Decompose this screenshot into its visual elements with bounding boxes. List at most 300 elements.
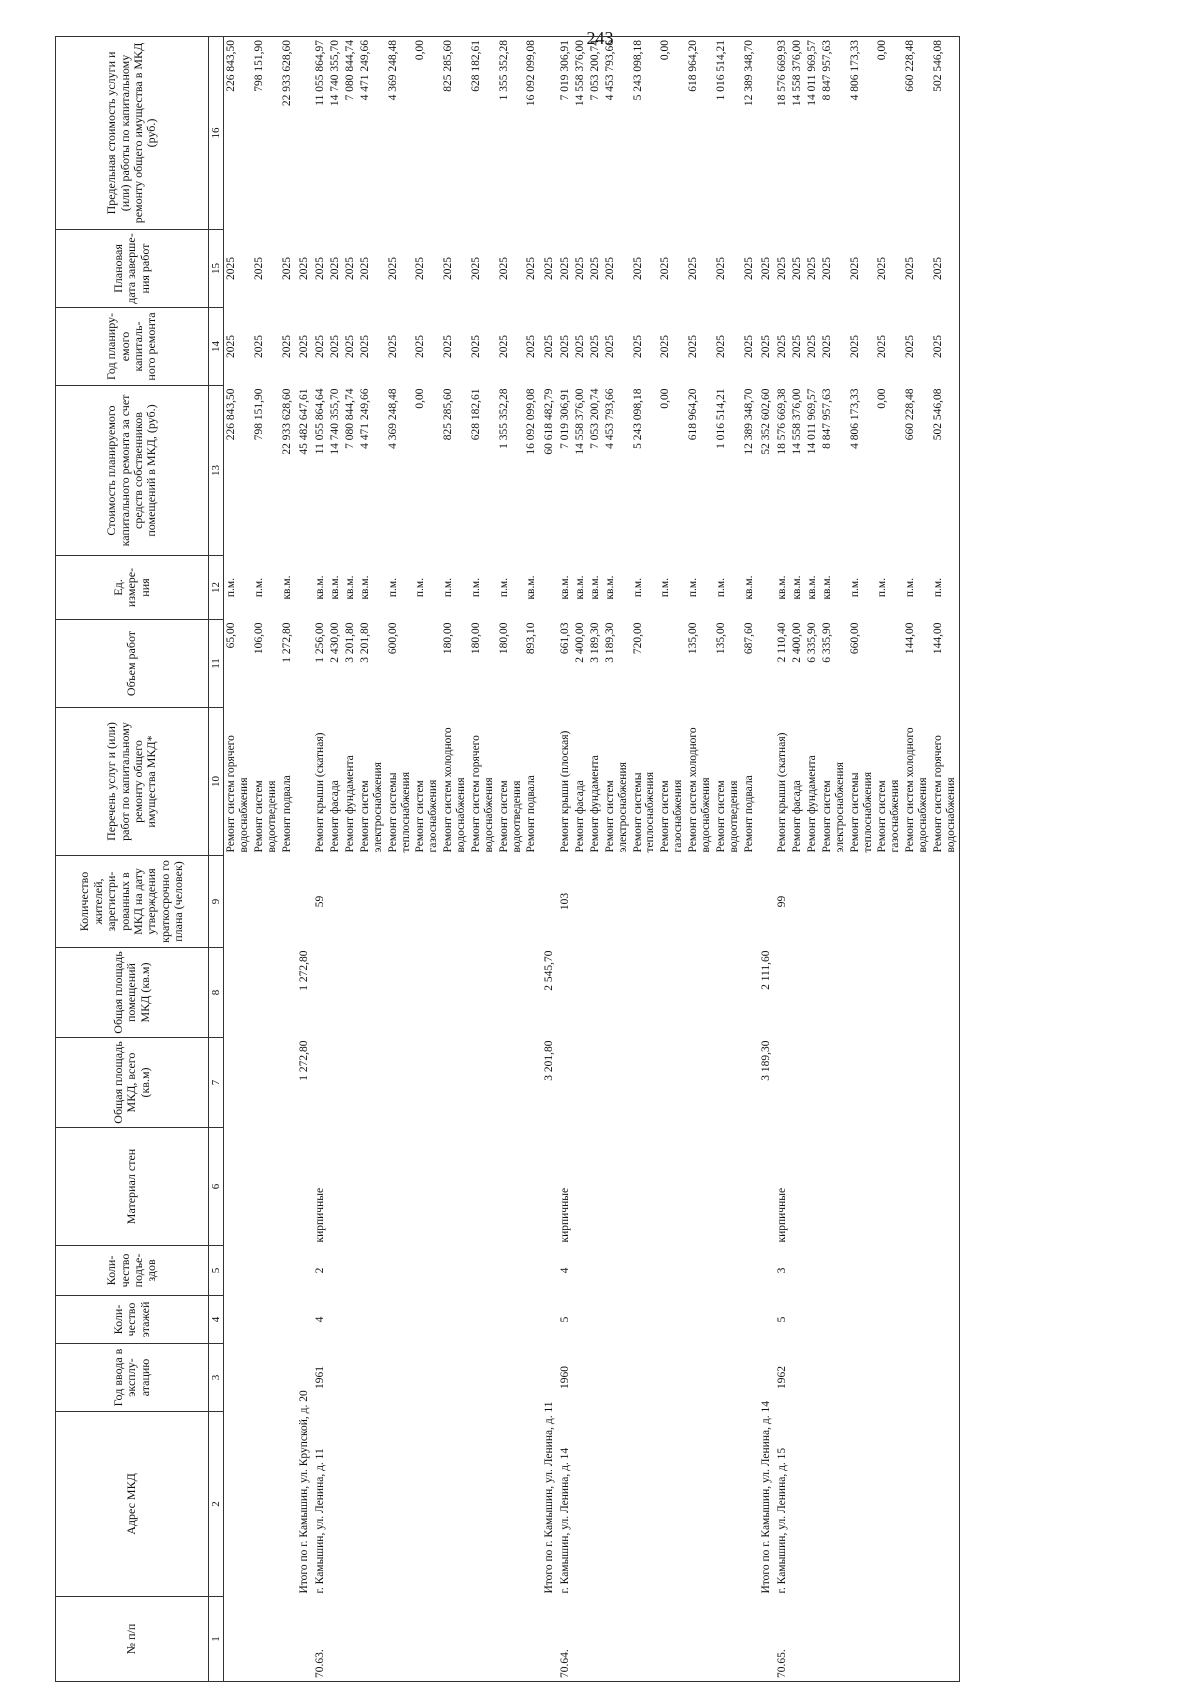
cell-num [603,1597,631,1682]
cell-work: Ремонт фундамента [806,755,818,853]
cell-area-rooms [875,948,903,1038]
cell-entrances [573,1246,588,1296]
cell-work: Ремонт фундамента [588,755,601,853]
cell-address [441,1412,469,1597]
cell-work [756,708,774,856]
column-number-4: 4 [209,1296,224,1344]
cell-residents [294,856,312,948]
cell-year: 2025 [497,335,510,358]
cell-year-built [358,1344,386,1412]
cell-volume: 720,00 [631,622,644,655]
cell-entrances [469,1246,497,1296]
cell-num [573,1597,588,1682]
cell-material [714,1128,742,1246]
cell-address [848,1412,876,1597]
cell-cost: 1 355 352,28 [497,388,510,449]
cell-floors [328,1296,343,1344]
cell-year: 2025 [848,335,861,358]
cell-address [790,1412,805,1597]
cell-area-total [328,1038,343,1128]
cell-work: Ремонт фасада [791,780,804,853]
cell-area-rooms [469,948,497,1038]
cell-area-total [742,1038,757,1128]
cell-year: 2025 [603,335,616,358]
cell-residents [343,856,358,948]
cell-cost: 45 482 647,61 [298,388,311,455]
cell-limit: 4 369 248,48 [386,37,414,230]
cell-year: 2025 [791,335,804,358]
cell-end: 2025 [442,257,455,280]
work-row [441,37,469,1682]
cell-cost: 8 847 957,63 [820,388,833,449]
cell-area-total [524,1038,539,1128]
cell-area-rooms [252,948,280,1038]
cell-floors [469,1296,497,1344]
cell-num [224,1597,252,1682]
cell-material [343,1128,358,1246]
cell-year-built [413,1344,441,1412]
cell-year: 2025 [776,335,789,358]
column-number-2: 2 [209,1412,224,1597]
cell-residents [328,856,343,948]
column-header-6: Материал стен [56,1128,209,1246]
cell-residents [413,856,441,948]
cell-num [931,1597,959,1682]
cell-year: 2025 [543,335,556,358]
cell-num [805,1597,820,1682]
cell-end: 2025 [225,257,237,280]
cell-address: г. Камышин, ул. Ленина, д. 11 [314,1448,327,1594]
cell-material [903,1128,931,1246]
cell-area-total [252,1038,280,1128]
cell-volume [539,620,557,708]
cell-work: Ремонт систем электроснабжения [820,762,846,853]
cell-residents [848,856,876,948]
cell-unit: кв.м. [742,575,755,600]
cell-limit: 11 055 864,97 [312,37,328,230]
cell-area-rooms [742,948,757,1038]
cell-floors [539,1296,557,1344]
cell-material [328,1128,343,1246]
cell-volume: 661,03 [559,622,572,655]
cell-limit: 5 243 098,18 [631,37,659,230]
cell-floors: 5 [559,1316,572,1323]
cell-area-total [631,1038,659,1128]
cell-cost: 18 576 669,38 [776,388,789,455]
cell-area-rooms [790,948,805,1038]
cell-volume: 3 201,80 [358,622,371,663]
cell-cost: 0,00 [659,388,672,409]
column-header-2: Адрес МКД [56,1412,209,1597]
cell-num [280,1597,295,1682]
cell-area-rooms [588,948,603,1038]
cell-end: 2025 [314,257,327,280]
cell-year: 2025 [806,335,818,358]
work-row [658,37,686,1682]
cell-residents: 103 [559,892,572,911]
cell-floors [280,1296,295,1344]
cell-unit: кв.м. [791,575,804,600]
cell-material [573,1128,588,1246]
cell-unit: п.м. [848,577,861,598]
work-row [848,37,876,1682]
cell-year-built [658,1344,686,1412]
cell-material [469,1128,497,1246]
cell-year: 2025 [442,335,455,358]
cell-cost: 14 558 376,00 [791,388,804,455]
cell-entrances [875,1246,903,1296]
cell-cost: 12 389 348,70 [742,388,755,455]
column-number-15: 15 [209,230,224,308]
cell-end: 2025 [329,257,342,280]
cell-limit: 226 843,50 [224,37,252,230]
cell-residents [805,856,820,948]
cell-unit: кв.м. [329,575,342,600]
cell-end: 2025 [687,257,699,280]
cell-end: 2025 [876,257,889,280]
cell-work [294,708,312,856]
cell-volume: 2 430,00 [329,622,342,663]
cell-area-rooms [358,948,386,1038]
cell-material [524,1128,539,1246]
cell-year-built [931,1344,959,1412]
cell-num [686,1597,714,1682]
cell-unit: п.м. [931,556,959,620]
column-header-13: Стоимость планируемого капитального ремонта за счет средств собственников помещений в МКД, (руб.) [56,386,209,556]
cell-work: Ремонт крыши (скатная) [776,732,789,853]
cell-end: 2025 [820,257,833,280]
cell-residents [539,856,557,948]
cell-cost: 4 471 249,66 [358,388,371,449]
cell-volume [294,620,312,708]
house-row [312,37,328,1682]
cell-year: 2025 [414,335,427,358]
cell-end: 2025 [659,257,672,280]
cell-residents [280,856,295,948]
cell-volume: 144,00 [931,620,959,708]
cell-year: 2025 [344,335,356,358]
work-row [805,37,820,1682]
cell-residents [790,856,805,948]
cell-area-rooms [280,948,295,1038]
cell-cost: 4 453 793,66 [603,388,616,449]
total-row [539,37,557,1682]
page-number: 243 [586,28,614,48]
cell-volume: 135,00 [714,622,727,655]
cell-floors [790,1296,805,1344]
cell-address [875,1412,903,1597]
cell-end: 2025 [931,230,959,308]
cell-work: Ремонт систем холодного водоснабжения [442,727,467,853]
cell-year-built: 1962 [776,1366,789,1389]
cell-material [539,1128,557,1246]
cell-floors [343,1296,358,1344]
cell-year-built: 1961 [314,1366,327,1389]
cell-volume: 1 272,80 [280,622,293,663]
house-row [557,37,573,1682]
cell-unit: п.м. [497,577,510,598]
cell-end: 2025 [904,257,917,280]
cell-year-built [497,1344,525,1412]
cell-unit: п.м. [631,577,644,598]
column-header-12: Ед. измере-ния [56,556,209,620]
cell-material [386,1128,414,1246]
cell-area-rooms [497,948,525,1038]
cell-work: Ремонт систем водоотведения [497,780,523,853]
cell-area-total [931,1038,959,1128]
cell-area-rooms [603,948,631,1038]
total-row [294,37,312,1682]
cell-year-built [603,1344,631,1412]
cell-cost: 14 740 355,70 [329,388,342,455]
cell-address [524,1412,539,1597]
column-header-1: № п/п [56,1597,209,1682]
work-row [497,37,525,1682]
column-header-7: Общая площадь МКД, всего (кв.м) [56,1038,209,1128]
cell-end: 2025 [280,257,293,280]
cell-work: Ремонт подвала [525,775,538,853]
work-row [588,37,603,1682]
cell-work: Ремонт системы теплоснабжения [848,772,874,853]
column-number-3: 3 [209,1344,224,1412]
cell-volume: 135,00 [687,622,699,655]
cell-year-built [280,1344,295,1412]
cell-floors [603,1296,631,1344]
cell-address [328,1412,343,1597]
cell-end: 2025 [574,257,586,280]
cell-material [848,1128,876,1246]
cell-entrances [742,1246,757,1296]
cell-cost: 14 011 969,57 [806,388,818,455]
cell-cost: 7 053 200,74 [588,388,601,449]
cell-floors [524,1296,539,1344]
cell-entrances: 3 [776,1267,789,1274]
cell-year: 2025 [659,335,672,358]
cell-unit: п.м. [414,577,427,598]
cell-limit: 825 285,60 [441,37,469,230]
cell-area-rooms [312,948,328,1038]
cell-area-total [903,1038,931,1128]
cell-address [343,1412,358,1597]
cell-work: Ремонт систем горячего водоснабжения [469,735,495,853]
cell-volume: 180,00 [442,622,455,655]
cell-num: 70.65. [774,1597,790,1682]
column-number-5: 5 [209,1246,224,1296]
cell-entrances [714,1246,742,1296]
cell-area-total: 3 201,80 [543,1040,556,1081]
cell-num [441,1597,469,1682]
cell-floors [756,1296,774,1344]
cell-address [658,1412,686,1597]
cell-address: г. Камышин, ул. Ленина, д. 15 [776,1447,789,1594]
cell-cost: 16 092 099,08 [525,388,538,455]
cell-area-rooms [413,948,441,1038]
cell-year: 2025 [225,335,237,358]
cell-unit [294,556,312,620]
cell-work: Ремонт систем горячего водоснабжения [931,708,959,856]
cell-area-rooms [805,948,820,1038]
cell-unit: кв.м. [588,575,601,600]
cell-floors [497,1296,525,1344]
cell-floors [573,1296,588,1344]
work-row [631,37,659,1682]
cell-year-built [328,1344,343,1412]
cell-end: 2025 [742,257,755,280]
cell-area-rooms: 2 111,60 [760,950,773,990]
cell-entrances [805,1246,820,1296]
cell-year: 2025 [314,335,327,358]
cell-floors [875,1296,903,1344]
cell-floors [903,1296,931,1344]
cell-year: 2025 [904,335,917,358]
cell-cost: 660 228,48 [904,388,917,441]
column-header-15: Плановая дата заверше-ния работ [56,230,209,308]
cell-floors [658,1296,686,1344]
cell-volume [413,620,441,708]
cell-limit: 4 471 249,66 [358,37,386,230]
cell-limit: 660 228,48 [903,37,931,230]
cell-entrances: 2 [314,1267,327,1274]
work-row [686,37,714,1682]
cell-end: 2025 [525,257,538,280]
cell-cost: 0,00 [876,388,889,409]
cell-floors [441,1296,469,1344]
cell-area-rooms [931,948,959,1038]
cell-floors [294,1296,312,1344]
cell-area-total [774,1038,790,1128]
column-number-7: 7 [209,1038,224,1128]
cell-year: 2025 [820,335,833,358]
cell-entrances [931,1246,959,1296]
cell-residents [903,856,931,948]
cell-residents [588,856,603,948]
cell-work: Ремонт систем газоснабжения [659,779,685,853]
cell-unit: кв.м. [574,575,586,600]
cell-address [714,1412,742,1597]
cell-year: 2025 [298,335,311,358]
cell-residents [875,856,903,948]
cell-limit: 798 151,90 [252,37,280,230]
work-row [280,37,295,1682]
cell-area-total [497,1038,525,1128]
cell-material [820,1128,848,1246]
cell-num [742,1597,757,1682]
cell-entrances [358,1246,386,1296]
cell-limit: 0,00 [658,37,686,230]
cell-area-total [557,1038,573,1128]
cell-unit: кв.м. [344,575,356,600]
cell-volume: 180,00 [469,622,482,655]
cell-floors: 5 [776,1316,789,1323]
cell-year: 2025 [574,335,586,358]
cell-limit: 1 016 514,21 [714,37,742,230]
cell-area-rooms [524,948,539,1038]
cell-limit: 14 558 376,00 [790,37,805,230]
cell-num: 70.64. [557,1597,573,1682]
cell-volume: 6 335,90 [806,622,818,663]
cell-limit: 502 546,08 [931,37,959,230]
cell-floors [386,1296,414,1344]
cell-material [497,1128,525,1246]
cell-num [790,1597,805,1682]
cell-limit: 22 933 628,60 [280,37,295,230]
cell-area-total [714,1038,742,1128]
work-row [358,37,386,1682]
cell-year-built [820,1344,848,1412]
cell-year-built [875,1344,903,1412]
cell-limit: 16 092 099,08 [524,37,539,230]
cell-work: Ремонт систем газоснабжения [414,779,440,853]
cell-address [386,1412,414,1597]
cell-address: Итого по г. Камышин, ул. Ленина, д. 11 [543,1401,556,1594]
cell-entrances [224,1246,252,1296]
cell-limit: 0,00 [413,37,441,230]
cell-residents [524,856,539,948]
cell-year: 2025 [876,335,889,358]
cell-area-total [573,1038,588,1128]
cell-limit [539,37,557,230]
cell-residents [386,856,414,948]
cell-floors [742,1296,757,1344]
cell-work: Ремонт фасада [574,780,586,853]
cell-floors [686,1296,714,1344]
cell-address: Итого по г. Камышин, ул. Крупской, д. 20 [298,1390,311,1594]
cell-entrances [903,1246,931,1296]
cell-year: 2025 [358,335,371,358]
column-number-6: 6 [209,1128,224,1246]
cell-entrances [790,1246,805,1296]
cell-entrances [756,1246,774,1296]
cell-num [497,1597,525,1682]
cell-area-rooms [820,948,848,1038]
cell-address [631,1412,659,1597]
cell-year: 2025 [386,335,399,358]
cell-floors [820,1296,848,1344]
cell-area-rooms [686,948,714,1038]
cell-limit [294,37,312,230]
cell-area-total: 3 189,30 [760,1040,773,1081]
cell-area-total [588,1038,603,1128]
cell-entrances [539,1246,557,1296]
cell-floors [714,1296,742,1344]
cell-floors [631,1296,659,1344]
work-row [903,37,931,1682]
cell-material [603,1128,631,1246]
cell-end: 2025 [358,257,371,280]
cell-year: 2025 [588,335,601,358]
cell-volume: 1 256,00 [314,622,327,663]
cell-entrances [413,1246,441,1296]
cell-end: 2025 [848,257,861,280]
column-number-10: 10 [209,708,224,856]
cell-address [686,1412,714,1597]
cell-num [328,1597,343,1682]
column-number-14: 14 [209,308,224,386]
cell-volume: 893,10 [525,622,538,655]
cell-cost: 825 285,60 [442,388,455,441]
cell-year-built [343,1344,358,1412]
cell-num [714,1597,742,1682]
cell-end: 2025 [298,257,311,280]
cell-unit: п.м. [386,577,399,598]
cell-residents [497,856,525,948]
cell-volume: 2 110,40 [776,622,789,663]
cell-num [413,1597,441,1682]
cell-year-built [714,1344,742,1412]
cell-cost: 5 243 098,18 [631,388,644,449]
cell-floors [848,1296,876,1344]
cell-material [742,1128,757,1246]
